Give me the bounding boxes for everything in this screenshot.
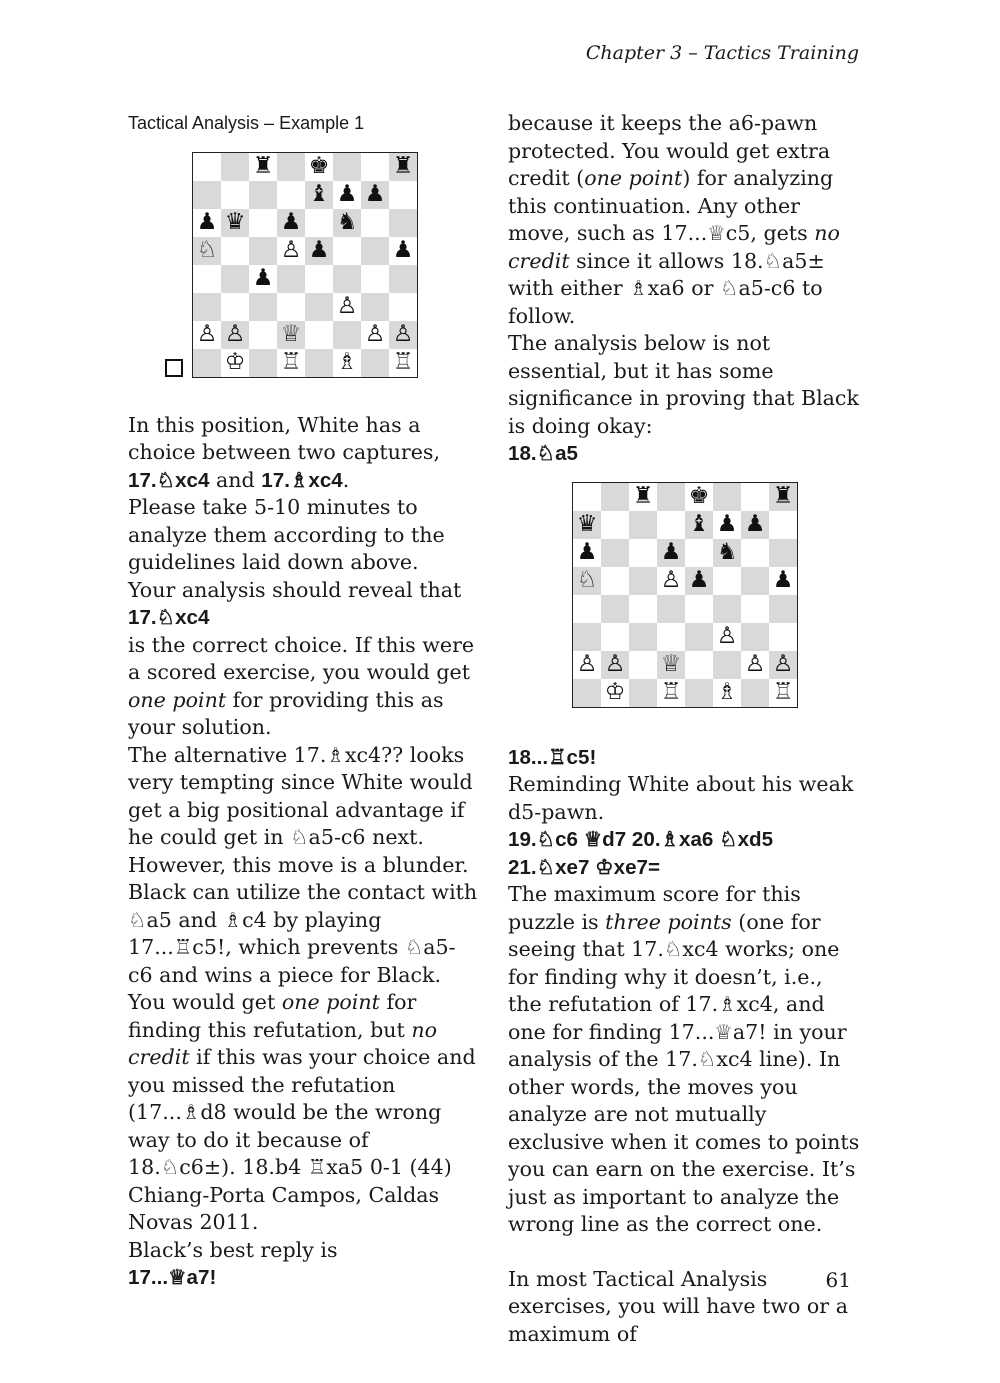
board-square: [361, 181, 389, 209]
board-square: [305, 153, 333, 181]
paragraph: Please take 5-10 minutes to analyze them according to the guidelines laid down above.: [128, 495, 445, 574]
white-pawn-icon: ♙: [196, 321, 218, 347]
board-square: [657, 567, 685, 595]
move-line: 18...♖c5!: [508, 745, 597, 769]
white-king-icon: ♔: [224, 349, 246, 375]
board-square: [601, 483, 629, 511]
board-square: [713, 679, 741, 707]
black-pawn-icon: ♟: [364, 181, 386, 207]
white-rook-icon: ♖: [392, 349, 414, 375]
black-pawn-icon: ♟: [576, 539, 598, 565]
board-square: [221, 153, 249, 181]
white-pawn-icon: ♙: [336, 293, 358, 319]
black-pawn-icon: ♟: [308, 237, 330, 263]
text-run: because it keeps the a6-pawn protected. You would get extra credit (: [508, 111, 831, 190]
black-queen-icon: ♛: [224, 209, 246, 235]
board-square: [713, 651, 741, 679]
board-square: [629, 539, 657, 567]
white-pawn-icon: ♙: [364, 321, 386, 347]
black-pawn-icon: ♟: [744, 511, 766, 537]
text-run: and: [209, 467, 262, 492]
black-pawn-icon: ♟: [280, 209, 302, 235]
board-square: [333, 265, 361, 293]
board-square: [685, 483, 713, 511]
board-square: [769, 567, 797, 595]
board-square: [685, 679, 713, 707]
board-square: [713, 483, 741, 511]
board-square: [389, 153, 417, 181]
paragraph: [128, 632, 480, 742]
board-square: [277, 349, 305, 377]
black-pawn-icon: ♟: [688, 567, 710, 593]
board-square: [389, 209, 417, 237]
text-run: ) for analyzing this continuation. Any other move, such as 17...♕c5, gets: [508, 166, 834, 245]
board-square: [389, 181, 417, 209]
paragraph: Reminding White about his weak d5-pawn.: [508, 772, 854, 824]
board-square: [249, 293, 277, 321]
board-square: [629, 623, 657, 651]
text-run: if this was your choice and you missed the refutation (17...♗d8 would be the wrong way to do it because of 18.♘c6±). 18.b4 ♖xa5 0-1 (44) Chiang-Porta Campos, Caldas Novas 2011.: [128, 1045, 476, 1234]
board-square: [685, 595, 713, 623]
chess-diagram-1: [192, 152, 418, 378]
board-square: [277, 265, 305, 293]
white-pawn-icon: ♙: [716, 623, 738, 649]
white-to-move-marker: [165, 359, 183, 377]
paragraph: In most Tactical Analysis exercises, you will have two or a maximum of: [508, 1266, 848, 1346]
white-rook-icon: ♖: [280, 349, 302, 375]
board-square: [657, 651, 685, 679]
white-rook-icon: ♖: [660, 679, 682, 705]
board-square: [389, 265, 417, 293]
white-pawn-icon: ♙: [224, 321, 246, 347]
board-square: [629, 679, 657, 707]
board-square: [361, 153, 389, 181]
board-square: [221, 237, 249, 265]
board-square: [601, 539, 629, 567]
board-square: [573, 567, 601, 595]
board-square: [249, 349, 277, 377]
board-square: [277, 153, 305, 181]
board-square: [249, 321, 277, 349]
white-pawn-icon: ♙: [604, 651, 626, 677]
board-square: [361, 237, 389, 265]
white-bishop-icon: ♗: [716, 679, 738, 705]
board-square: [333, 237, 361, 265]
board-square: [601, 511, 629, 539]
board-square: [629, 511, 657, 539]
board-square: [713, 567, 741, 595]
board-square: [305, 237, 333, 265]
white-pawn-icon: ♙: [392, 321, 414, 347]
board-square: [769, 483, 797, 511]
board-square: [361, 321, 389, 349]
chess-diagram-2: [572, 482, 798, 708]
black-rook-icon: ♜: [772, 483, 794, 509]
black-king-icon: ♚: [688, 483, 710, 509]
white-knight-icon: ♘: [576, 567, 598, 593]
text-run: The maximum score for this puzzle is: [508, 882, 801, 934]
board-square: [193, 209, 221, 237]
text-run: In this position, White has a choice between two captures,: [128, 412, 441, 464]
paragraph: The analysis below is not essential, but it has some significance in proving that Black is doing okay:: [508, 331, 859, 438]
board-square: [305, 209, 333, 237]
black-king-icon: ♚: [308, 153, 330, 179]
white-pawn-icon: ♙: [280, 237, 302, 263]
italic-run: one point: [584, 166, 683, 190]
white-pawn-icon: ♙: [744, 651, 766, 677]
board-square: [333, 321, 361, 349]
board-square: [601, 567, 629, 595]
black-pawn-icon: ♟: [392, 237, 414, 263]
board-square: [249, 209, 277, 237]
paragraph: [128, 742, 480, 1237]
diagram-1-wrap: [128, 152, 480, 386]
board-square: [221, 349, 249, 377]
black-rook-icon: ♜: [252, 153, 274, 179]
board-square: [221, 293, 249, 321]
board-square: [685, 539, 713, 567]
white-king-icon: ♔: [604, 679, 626, 705]
board-square: [713, 511, 741, 539]
board-square: [193, 237, 221, 265]
board-square: [193, 321, 221, 349]
black-queen-icon: ♛: [576, 511, 598, 537]
board-square: [305, 293, 333, 321]
black-knight-icon: ♞: [336, 209, 358, 235]
board-square: [193, 153, 221, 181]
board-square: [713, 539, 741, 567]
board-square: [389, 321, 417, 349]
right-column: [508, 110, 860, 1348]
black-rook-icon: ♜: [392, 153, 414, 179]
board-square: [769, 623, 797, 651]
move-line: 17.♘xc4: [128, 606, 210, 629]
board-square: [657, 595, 685, 623]
black-rook-icon: ♜: [632, 483, 654, 509]
board-square: [361, 293, 389, 321]
black-knight-icon: ♞: [716, 539, 738, 565]
board-square: [685, 623, 713, 651]
left-column: [128, 110, 480, 1292]
black-pawn-icon: ♟: [336, 181, 358, 207]
paragraph: [128, 412, 480, 495]
white-pawn-icon: ♙: [660, 567, 682, 593]
board-square: [249, 153, 277, 181]
board-square: [741, 679, 769, 707]
board-square: [249, 265, 277, 293]
italic-run: no credit: [128, 1017, 438, 1069]
board-square: [333, 349, 361, 377]
board-square: [629, 567, 657, 595]
board-square: [361, 265, 389, 293]
board-square: [601, 623, 629, 651]
board-square: [277, 181, 305, 209]
move-line: 18.♘a5: [508, 442, 578, 465]
board-square: [193, 181, 221, 209]
board-square: [221, 321, 249, 349]
board-square: [657, 539, 685, 567]
board-square: [573, 679, 601, 707]
board-square: [769, 539, 797, 567]
italic-run: three points: [605, 909, 732, 934]
board-square: [769, 511, 797, 539]
italic-run: one point: [281, 990, 380, 1014]
board-square: [629, 651, 657, 679]
board-square: [333, 293, 361, 321]
board-square: [573, 651, 601, 679]
board-square: [741, 539, 769, 567]
move-notation: 17.♗xc4: [261, 468, 343, 492]
board-square: [193, 265, 221, 293]
white-bishop-icon: ♗: [336, 349, 358, 375]
move-line: 17...♕a7!: [128, 1266, 217, 1289]
paragraph-gap: [508, 1239, 860, 1266]
black-pawn-icon: ♟: [660, 539, 682, 565]
move-line: 21.♘xe7 ♔xe7=: [508, 855, 661, 879]
board-square: [741, 651, 769, 679]
board-square: [573, 539, 601, 567]
text-run: for providing this as your solution.: [128, 687, 444, 739]
black-pawn-icon: ♟: [196, 209, 218, 235]
board-square: [769, 651, 797, 679]
board-square: [601, 651, 629, 679]
text-run: (one for seeing that 17.♘xc4 works; one for finding why it doesn’t, i.e., the refutation of 17.♗xc4, and one for finding 17...♕a7! in your analysis of the 17.♘xc4 line). In other words, the moves you analyze are not mutually exclusive when it comes to points you can earn on the exercise. It’s just as important to analyze the wrong line as the correct one.: [508, 909, 860, 1236]
board-square: [629, 483, 657, 511]
page-number: 61: [825, 1268, 851, 1292]
board-square: [333, 181, 361, 209]
board-square: [193, 349, 221, 377]
board-square: [657, 483, 685, 511]
board-square: [221, 181, 249, 209]
paragraph: Black’s best reply is: [128, 1237, 338, 1262]
text-run: .: [342, 467, 350, 492]
italic-run: one point: [128, 687, 227, 712]
board-square: [221, 265, 249, 293]
move-line: 19.♘c6 ♕d7 20.♗xa6 ♘xd5: [508, 828, 774, 851]
board-square: [657, 623, 685, 651]
board-square: [601, 595, 629, 623]
board-square: [741, 595, 769, 623]
board-square: [769, 679, 797, 707]
board-square: [389, 237, 417, 265]
board-square: [601, 679, 629, 707]
board-square: [333, 209, 361, 237]
text-run: The alternative 17.♗xc4?? looks very tempting since White would get a big positional advantage if he could get in ♘a5-c6 next. However, this move is a blunder. Black can utilize the contact with ♘a5 and ♗c4 by playing 17...♖c5!, which prevents ♘a5-c6 and wins a piece for Black. You would get: [128, 742, 478, 1014]
black-pawn-icon: ♟: [716, 511, 738, 537]
board-square: [305, 181, 333, 209]
board-square: [769, 595, 797, 623]
paragraph: [508, 881, 860, 1239]
board-square: [741, 511, 769, 539]
board-square: [573, 595, 601, 623]
board-square: [741, 567, 769, 595]
board-square: [685, 567, 713, 595]
board-square: [305, 349, 333, 377]
board-square: [657, 679, 685, 707]
board-square: [249, 181, 277, 209]
board-square: [573, 483, 601, 511]
move-notation: 17.♘xc4: [128, 468, 210, 492]
board-square: [685, 651, 713, 679]
board-square: [305, 321, 333, 349]
paragraph: [508, 110, 860, 330]
white-pawn-icon: ♙: [772, 651, 794, 677]
board-square: [193, 293, 221, 321]
text-run: for finding this refutation, but: [128, 990, 417, 1042]
black-bishop-icon: ♝: [688, 511, 710, 537]
white-rook-icon: ♖: [772, 679, 794, 705]
board-square: [221, 209, 249, 237]
board-square: [713, 623, 741, 651]
board-square: [333, 153, 361, 181]
white-knight-icon: ♘: [196, 237, 218, 263]
board-square: [277, 237, 305, 265]
board-square: [305, 265, 333, 293]
paragraph: Your analysis should reveal that: [128, 577, 462, 602]
text-run: since it allows 18.♘a5± with either ♗xa6 or ♘a5-c6 to follow.: [508, 248, 825, 328]
board-square: [277, 293, 305, 321]
board-square: [657, 511, 685, 539]
black-bishop-icon: ♝: [308, 181, 330, 207]
board-square: [573, 623, 601, 651]
board-square: [361, 209, 389, 237]
diagram-2-wrap: [508, 482, 860, 714]
board-square: [741, 483, 769, 511]
board-square: [741, 623, 769, 651]
board-square: [389, 293, 417, 321]
italic-run: no credit: [508, 221, 840, 273]
white-pawn-icon: ♙: [576, 651, 598, 677]
black-pawn-icon: ♟: [772, 567, 794, 593]
board-square: [361, 349, 389, 377]
white-queen-icon: ♕: [280, 321, 302, 347]
diagram-title: Tactical Analysis – Example 1: [128, 113, 365, 133]
board-square: [713, 595, 741, 623]
board-square: [629, 595, 657, 623]
white-queen-icon: ♕: [660, 651, 682, 677]
running-header: Chapter 3 – Tactics Training: [585, 42, 859, 64]
black-pawn-icon: ♟: [252, 265, 274, 291]
board-square: [685, 511, 713, 539]
text-run: is the correct choice. If this were a scored exercise, you would get: [128, 632, 475, 684]
board-square: [277, 209, 305, 237]
board-square: [277, 321, 305, 349]
board-square: [389, 349, 417, 377]
board-square: [573, 511, 601, 539]
board-square: [249, 237, 277, 265]
